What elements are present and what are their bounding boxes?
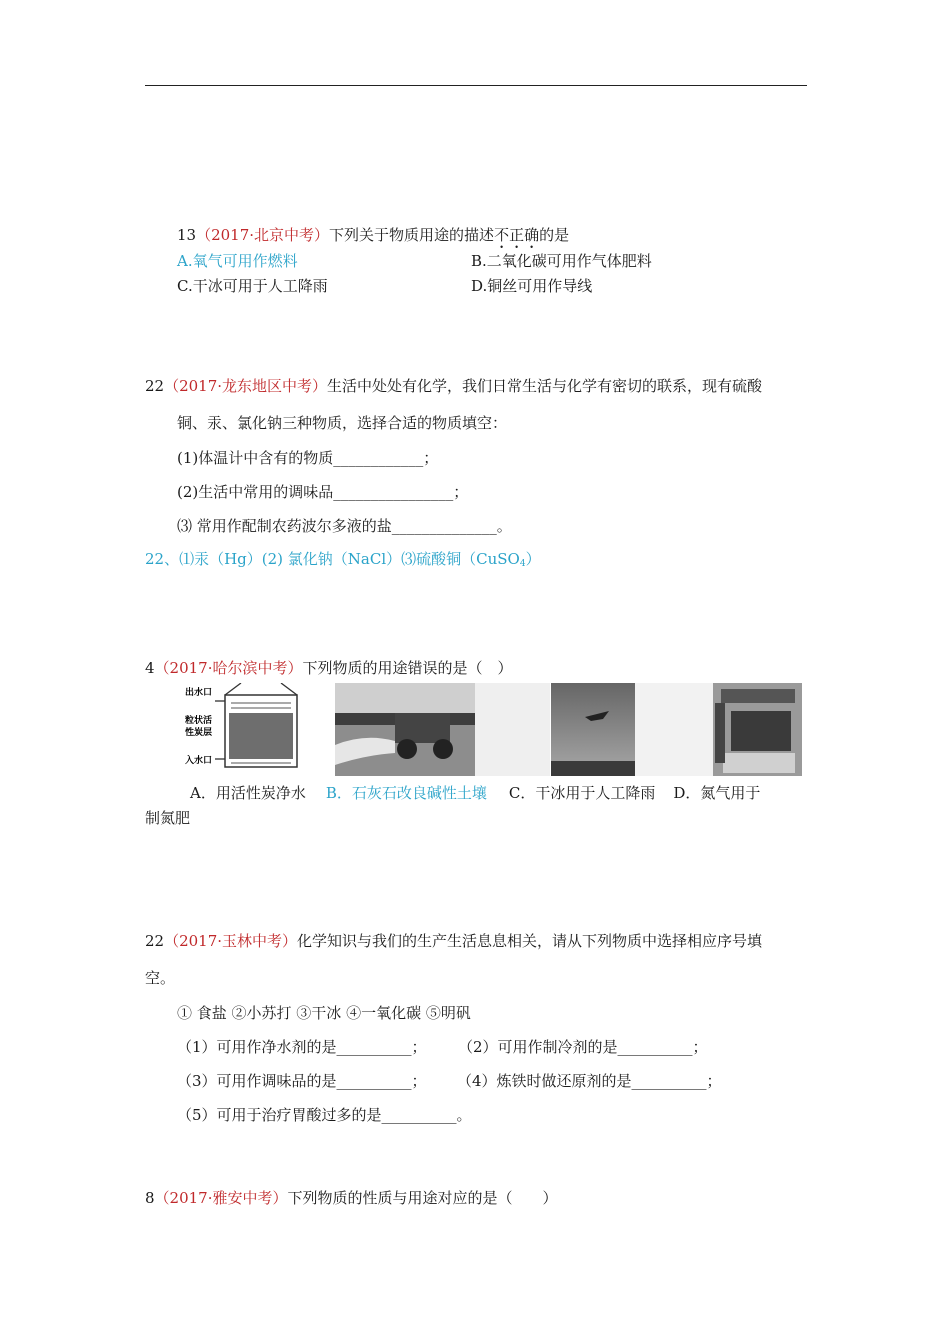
q22a-number: 22 (145, 377, 165, 395)
q4-stem-text: 下列物质的用途错误的是（ ） (302, 659, 513, 677)
q4-image-strip (185, 683, 802, 776)
q22a-stem1: 生活中处处有化学，我们日常生活与化学有密切的联系，现有硫酸 (327, 377, 763, 395)
q13-emph-char: 确 (524, 226, 540, 244)
q13-option-a: A.氧气可用作燃料 (177, 252, 298, 270)
q4-option-d: D．氮气用于 (673, 784, 761, 802)
blank-panel-1 (475, 683, 550, 776)
q22a-stem-line1 (145, 376, 762, 396)
q4-stem (145, 658, 513, 678)
filter-label-carbon-layer: 性炭层 (185, 728, 213, 738)
q13-emph-char: 正 (509, 226, 525, 244)
farm-tractor-photo (335, 683, 475, 776)
q22b-stem1: 化学知识与我们的生产生活息息相关，请从下列物质中选择相应序号填 (297, 932, 763, 950)
aircraft-sky-photo (551, 683, 635, 776)
q8-stem-text: 下列物质的性质与用途对应的是（ ） (287, 1189, 558, 1207)
q22b-number: 22 (145, 932, 165, 950)
q4-source: （2017·哈尔滨中考） (154, 659, 303, 677)
q22b-blank4: （4）炼铁时做还原剂的是__________； (457, 1072, 722, 1090)
q8-stem (145, 1188, 558, 1208)
q13-option-c: C.干冰可用于人工降雨 (177, 277, 328, 295)
filter-label-outlet: 出水口 (185, 688, 213, 698)
q22b-blank5: （5）可用于治疗胃酸过多的是__________。 (177, 1106, 472, 1124)
q22a-answer-subscript: 4 (519, 559, 526, 569)
q13-source: （2017·北京中考） (196, 226, 330, 244)
q22a-item2: (2)生活中常用的调味品________________； (177, 483, 469, 501)
q13-stem-post: 的是 (539, 226, 570, 244)
q13-stem-pre: 下列关于物质用途的描述 (329, 226, 495, 244)
q22b-blank1: （1）可用作净水剂的是__________； (177, 1038, 427, 1056)
blank-panel-2 (635, 683, 713, 776)
q4-option-d-continued: 制氮肥 (145, 809, 191, 827)
q22a-item1: (1)体温计中含有的物质____________； (177, 449, 439, 467)
q22b-choices: ① 食盐 ②小苏打 ③干冰 ④一氧化碳 ⑤明矾 (177, 1004, 471, 1022)
q22b-blank2: （2）可用作制冷剂的是__________； (458, 1038, 708, 1056)
q4-option-b: B．石灰石改良碱性土壤 (325, 784, 487, 802)
q4-option-c: C．干冰用于人工降雨 (508, 784, 656, 802)
q22a-answer-main: 22、⑴汞（Hg）(2) 氯化钠（NaCl）⑶硫酸铜（CuSO (145, 550, 520, 568)
q13-number: 13 (177, 226, 197, 244)
q22a-stem-line2: 铜、汞、氯化钠三种物质，选择合适的物质填空： (177, 414, 508, 432)
header-rule (145, 85, 807, 86)
q22a-source: （2017·龙东地区中考） (164, 377, 328, 395)
q13-emph-char: 不 (494, 226, 510, 244)
q8-number: 8 (145, 1189, 155, 1207)
q22a-answer-end: ） (525, 550, 541, 568)
factory-photo (713, 683, 802, 776)
q4-options (190, 783, 760, 803)
q22b-stem-line1 (145, 931, 762, 951)
q22b-source: （2017·玉林中考） (164, 932, 298, 950)
q22b-stem-line2: 空。 (145, 969, 176, 987)
water-filter-diagram (185, 683, 333, 776)
q13-option-b: B.二氧化碳可用作气体肥料 (471, 252, 652, 270)
q8-source: （2017·雅安中考） (154, 1189, 288, 1207)
q22a-answer (145, 549, 541, 574)
q4-option-a: A．用活性炭净水 (190, 784, 306, 802)
q13-option-d: D.铜丝可用作导线 (471, 277, 593, 295)
q4-number: 4 (145, 659, 155, 677)
q22a-item3: ⑶ 常用作配制农药波尔多液的盐______________。 (177, 517, 512, 535)
filter-label-granular: 粒状活 (185, 716, 213, 726)
q13-stem (177, 225, 569, 245)
filter-label-inlet: 入水口 (185, 756, 213, 766)
q22b-blank3: （3）可用作调味品的是__________； (177, 1072, 427, 1090)
